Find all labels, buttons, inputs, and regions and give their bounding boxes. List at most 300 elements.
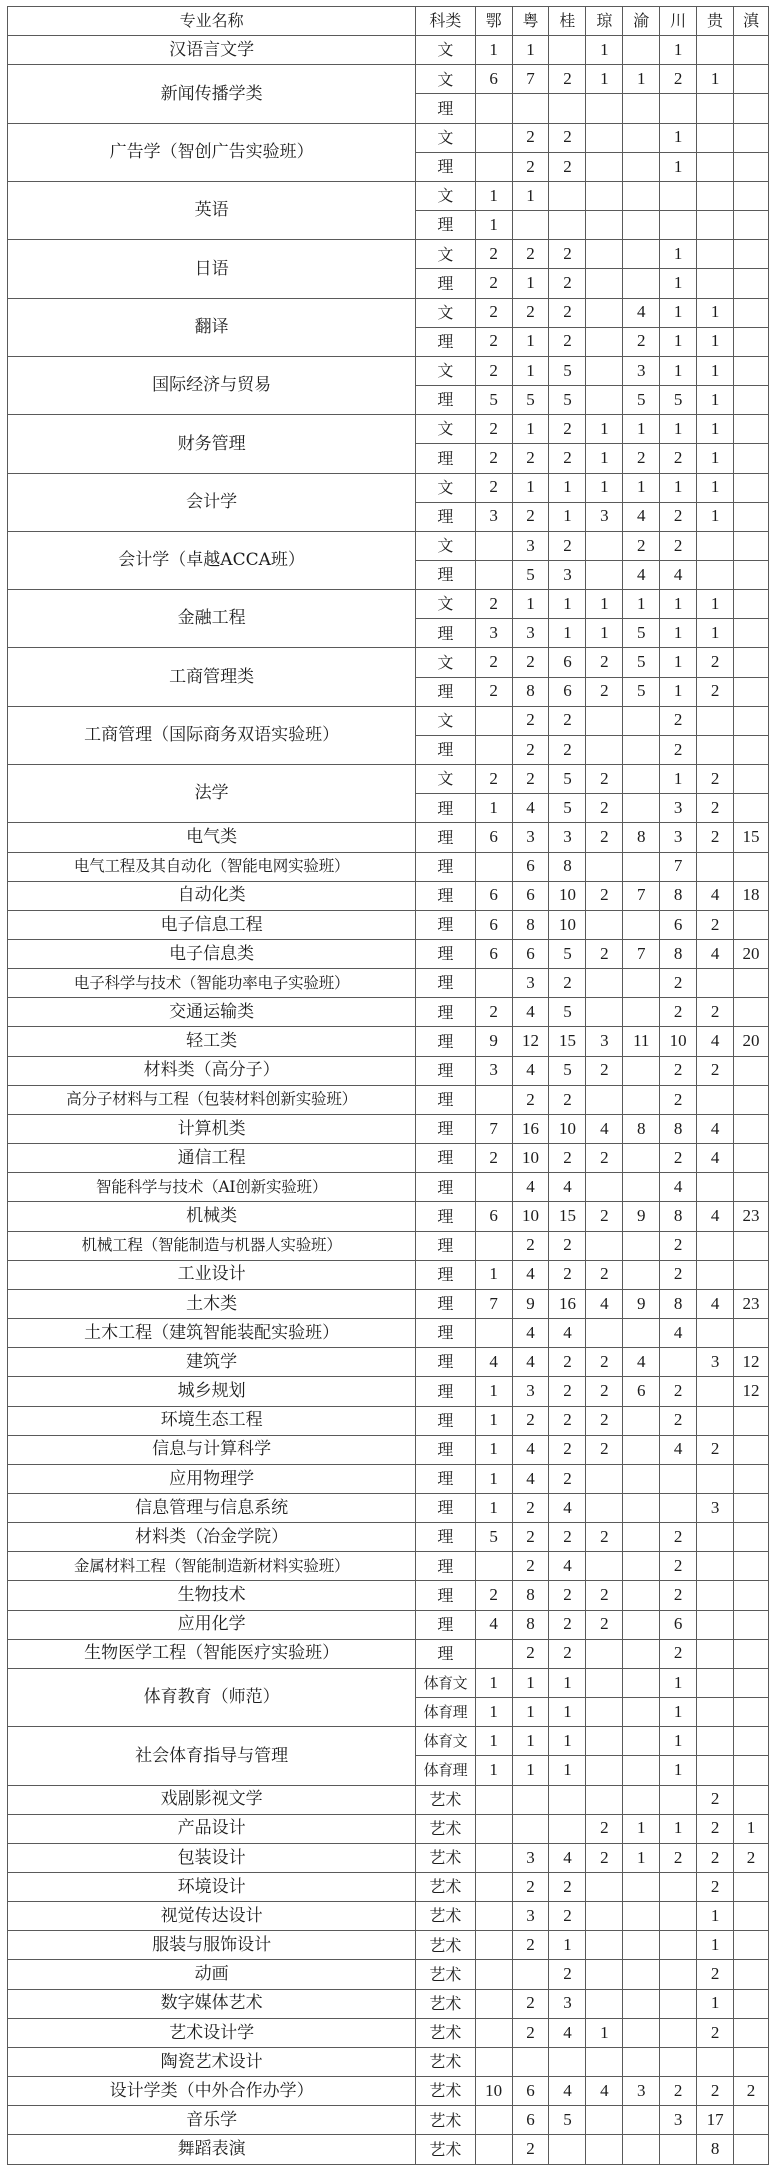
quota-cell: 1 — [586, 590, 623, 619]
table-row — [8, 1406, 769, 1435]
quota-cell: 1 — [475, 181, 512, 210]
quota-cell — [586, 356, 623, 385]
quota-cell — [586, 1785, 623, 1814]
quota-cell: 6 — [512, 852, 549, 881]
quota-cell — [586, 969, 623, 998]
quota-cell: 5 — [549, 356, 586, 385]
quota-cell: 7 — [660, 852, 697, 881]
quota-cell — [586, 1873, 623, 1902]
quota-cell: 2 — [512, 1989, 549, 2018]
quota-cell — [475, 1873, 512, 1902]
major-name: 智能科学与技术（AI创新实验班） — [8, 1173, 416, 1202]
quota-cell: 1 — [512, 327, 549, 356]
quota-cell — [475, 1843, 512, 1872]
quota-cell: 2 — [697, 823, 734, 852]
quota-cell: 9 — [623, 1202, 660, 1231]
major-name: 音乐学 — [8, 2106, 416, 2135]
quota-cell: 1 — [697, 502, 734, 531]
quota-cell — [586, 2047, 623, 2076]
quota-cell — [586, 706, 623, 735]
quota-cell: 2 — [697, 765, 734, 794]
quota-cell: 2 — [586, 1581, 623, 1610]
quota-cell: 18 — [734, 881, 769, 910]
quota-cell: 4 — [512, 1435, 549, 1464]
quota-cell: 2 — [475, 765, 512, 794]
quota-cell: 4 — [660, 560, 697, 589]
quota-cell: 1 — [512, 269, 549, 298]
quota-cell: 5 — [549, 940, 586, 969]
quota-cell: 6 — [512, 2077, 549, 2106]
quota-cell: 2 — [660, 1231, 697, 1260]
quota-cell — [734, 123, 769, 152]
category-cell: 文 — [416, 648, 475, 677]
quota-cell: 3 — [475, 502, 512, 531]
quota-cell — [586, 1902, 623, 1931]
quota-cell — [475, 1989, 512, 2018]
quota-cell — [549, 94, 586, 123]
quota-cell — [475, 2047, 512, 2076]
quota-cell — [734, 1931, 769, 1960]
table-row — [8, 1085, 769, 1114]
category-cell: 文 — [416, 356, 475, 385]
quota-cell — [512, 94, 549, 123]
quota-cell: 7 — [475, 1114, 512, 1143]
enrollment-plan-table — [7, 6, 769, 2165]
quota-cell: 2 — [586, 1144, 623, 1173]
quota-cell: 2 — [549, 706, 586, 735]
quota-cell: 5 — [549, 794, 586, 823]
quota-cell: 3 — [586, 502, 623, 531]
major-name: 材料类（高分子） — [8, 1056, 416, 1085]
quota-cell — [697, 123, 734, 152]
quota-cell — [475, 1902, 512, 1931]
category-cell: 理 — [416, 1144, 475, 1173]
quota-cell — [697, 211, 734, 240]
quota-cell: 23 — [734, 1202, 769, 1231]
quota-cell — [660, 1960, 697, 1989]
quota-cell — [734, 1902, 769, 1931]
quota-cell: 2 — [512, 765, 549, 794]
category-cell: 艺术 — [416, 1931, 475, 1960]
quota-cell — [475, 852, 512, 881]
quota-cell: 2 — [697, 910, 734, 939]
quota-cell — [623, 36, 660, 65]
quota-cell — [697, 36, 734, 65]
table-row — [8, 910, 769, 939]
quota-cell: 1 — [586, 444, 623, 473]
quota-cell: 4 — [549, 1843, 586, 1872]
major-name: 城乡规划 — [8, 1377, 416, 1406]
quota-cell — [623, 1144, 660, 1173]
category-cell: 理 — [416, 1523, 475, 1552]
quota-cell: 6 — [475, 65, 512, 94]
major-name: 电子信息工程 — [8, 910, 416, 939]
quota-cell: 8 — [549, 852, 586, 881]
quota-cell: 2 — [512, 1231, 549, 1260]
table-row — [8, 823, 769, 852]
major-name: 轻工类 — [8, 1027, 416, 1056]
quota-cell — [586, 298, 623, 327]
quota-cell: 2 — [623, 531, 660, 560]
quota-cell: 1 — [586, 619, 623, 648]
quota-cell: 5 — [623, 386, 660, 415]
table-row — [8, 1902, 769, 1931]
table-row — [8, 1843, 769, 1872]
quota-cell: 2 — [697, 2077, 734, 2106]
quota-cell: 1 — [475, 1435, 512, 1464]
quota-cell: 5 — [549, 765, 586, 794]
quota-cell: 8 — [697, 2135, 734, 2165]
quota-cell — [586, 735, 623, 764]
quota-cell: 1 — [475, 211, 512, 240]
quota-cell: 3 — [697, 1348, 734, 1377]
quota-cell — [697, 1756, 734, 1785]
quota-cell: 1 — [660, 36, 697, 65]
quota-cell: 5 — [549, 1056, 586, 1085]
quota-cell: 1 — [697, 1931, 734, 1960]
quota-cell — [734, 1552, 769, 1581]
table-row — [8, 1610, 769, 1639]
category-cell: 文 — [416, 298, 475, 327]
quota-cell — [475, 1639, 512, 1668]
table-row — [8, 65, 769, 94]
quota-cell: 4 — [586, 2077, 623, 2106]
quota-cell — [623, 240, 660, 269]
quota-cell — [697, 1581, 734, 1610]
category-cell: 理 — [416, 152, 475, 181]
quota-cell — [734, 1173, 769, 1202]
quota-cell: 2 — [512, 1873, 549, 1902]
quota-cell — [586, 240, 623, 269]
quota-cell — [475, 1931, 512, 1960]
quota-cell: 4 — [512, 1464, 549, 1493]
quota-cell: 2 — [586, 1056, 623, 1085]
major-name: 陶瓷艺术设计 — [8, 2047, 416, 2076]
quota-cell — [475, 706, 512, 735]
table-row — [8, 1552, 769, 1581]
quota-cell: 2 — [549, 1581, 586, 1610]
quota-cell: 1 — [660, 1698, 697, 1727]
quota-cell — [475, 1085, 512, 1114]
quota-cell — [697, 1085, 734, 1114]
quota-cell — [586, 123, 623, 152]
quota-cell: 10 — [660, 1027, 697, 1056]
category-cell: 理 — [416, 1406, 475, 1435]
quota-cell: 2 — [512, 240, 549, 269]
category-cell: 艺术 — [416, 2047, 475, 2076]
quota-cell — [734, 1406, 769, 1435]
quota-cell: 3 — [512, 969, 549, 998]
quota-cell: 7 — [512, 65, 549, 94]
table-row — [8, 473, 769, 502]
quota-cell: 8 — [512, 1581, 549, 1610]
quota-cell: 5 — [475, 1523, 512, 1552]
major-name: 通信工程 — [8, 1144, 416, 1173]
quota-cell — [734, 1260, 769, 1289]
quota-cell — [734, 1960, 769, 1989]
major-name: 会计学（卓越ACCA班） — [8, 531, 416, 589]
major-name: 会计学 — [8, 473, 416, 531]
quota-cell: 4 — [512, 1173, 549, 1202]
quota-cell: 4 — [660, 1319, 697, 1348]
category-cell: 理 — [416, 94, 475, 123]
quota-cell — [623, 1960, 660, 1989]
quota-cell — [586, 1464, 623, 1493]
table-row — [8, 1348, 769, 1377]
quota-cell — [734, 502, 769, 531]
category-cell: 理 — [416, 1493, 475, 1522]
quota-cell: 1 — [549, 502, 586, 531]
quota-cell — [586, 327, 623, 356]
quota-cell — [734, 1989, 769, 2018]
quota-cell — [586, 1085, 623, 1114]
quota-cell: 16 — [512, 1114, 549, 1143]
quota-cell: 1 — [512, 590, 549, 619]
quota-cell — [623, 852, 660, 881]
quota-cell — [475, 1552, 512, 1581]
table-row — [8, 590, 769, 619]
quota-cell — [734, 240, 769, 269]
quota-cell: 2 — [549, 1639, 586, 1668]
quota-cell: 8 — [623, 1114, 660, 1143]
table-row — [8, 1581, 769, 1610]
quota-cell — [734, 998, 769, 1027]
quota-cell — [623, 1581, 660, 1610]
quota-cell — [660, 1931, 697, 1960]
quota-cell: 5 — [549, 386, 586, 415]
category-cell: 理 — [416, 1202, 475, 1231]
quota-cell — [623, 1435, 660, 1464]
quota-cell: 1 — [475, 1260, 512, 1289]
quota-cell — [475, 1814, 512, 1843]
header-province: 琼 — [586, 7, 623, 36]
quota-cell: 2 — [660, 1523, 697, 1552]
table-row — [8, 298, 769, 327]
quota-cell: 1 — [660, 123, 697, 152]
quota-cell: 1 — [697, 415, 734, 444]
quota-cell — [623, 969, 660, 998]
quota-cell — [549, 2047, 586, 2076]
table-body — [8, 7, 769, 2165]
table-row — [8, 765, 769, 794]
table-row — [8, 1173, 769, 1202]
major-name: 机械工程（智能制造与机器人实验班） — [8, 1231, 416, 1260]
quota-cell: 6 — [475, 823, 512, 852]
quota-cell — [734, 619, 769, 648]
quota-cell: 6 — [623, 1377, 660, 1406]
quota-cell: 1 — [512, 36, 549, 65]
category-cell: 理 — [416, 444, 475, 473]
quota-cell — [660, 1785, 697, 1814]
quota-cell: 1 — [512, 415, 549, 444]
quota-cell: 4 — [623, 502, 660, 531]
major-name: 计算机类 — [8, 1114, 416, 1143]
quota-cell: 2 — [475, 1581, 512, 1610]
quota-cell — [734, 1756, 769, 1785]
quota-cell: 2 — [660, 1144, 697, 1173]
quota-cell: 1 — [697, 1989, 734, 2018]
quota-cell — [660, 1873, 697, 1902]
quota-cell: 2 — [475, 240, 512, 269]
quota-cell — [734, 1873, 769, 1902]
quota-cell: 4 — [549, 2077, 586, 2106]
quota-cell: 2 — [660, 998, 697, 1027]
major-name: 英语 — [8, 181, 416, 239]
quota-cell — [734, 1523, 769, 1552]
quota-cell: 2 — [697, 648, 734, 677]
major-name: 土木类 — [8, 1289, 416, 1318]
table-row — [8, 531, 769, 560]
table-row — [8, 998, 769, 1027]
quota-cell: 7 — [623, 881, 660, 910]
quota-cell: 4 — [475, 1348, 512, 1377]
quota-cell — [623, 2135, 660, 2165]
quota-cell — [660, 181, 697, 210]
quota-cell: 2 — [512, 1552, 549, 1581]
quota-cell — [660, 1989, 697, 2018]
quota-cell: 2 — [623, 444, 660, 473]
quota-cell — [586, 531, 623, 560]
quota-cell: 1 — [697, 590, 734, 619]
category-cell: 理 — [416, 1085, 475, 1114]
category-cell: 体育文 — [416, 1668, 475, 1697]
category-cell: 艺术 — [416, 1785, 475, 1814]
quota-cell — [697, 531, 734, 560]
quota-cell — [734, 2135, 769, 2165]
quota-cell: 8 — [660, 1202, 697, 1231]
table-row — [8, 1814, 769, 1843]
quota-cell — [623, 706, 660, 735]
quota-cell — [734, 1114, 769, 1143]
quota-cell: 2 — [549, 240, 586, 269]
quota-cell: 1 — [660, 269, 697, 298]
major-name: 翻译 — [8, 298, 416, 356]
major-name: 自动化类 — [8, 881, 416, 910]
major-name: 环境设计 — [8, 1873, 416, 1902]
quota-cell: 2 — [660, 502, 697, 531]
quota-cell: 4 — [586, 1289, 623, 1318]
quota-cell: 4 — [512, 1348, 549, 1377]
quota-cell: 2 — [475, 648, 512, 677]
quota-cell: 1 — [734, 1814, 769, 1843]
major-name: 戏剧影视文学 — [8, 1785, 416, 1814]
quota-cell — [512, 1785, 549, 1814]
major-name: 艺术设计学 — [8, 2018, 416, 2047]
quota-cell: 2 — [586, 677, 623, 706]
quota-cell: 1 — [475, 1377, 512, 1406]
table-row — [8, 1668, 769, 1697]
major-name: 数字媒体艺术 — [8, 1989, 416, 2018]
major-name: 广告学（智创广告实验班） — [8, 123, 416, 181]
table-row — [8, 240, 769, 269]
quota-cell: 1 — [549, 1698, 586, 1727]
quota-cell: 15 — [734, 823, 769, 852]
quota-cell: 2 — [660, 1056, 697, 1085]
quota-cell: 1 — [697, 1902, 734, 1931]
quota-cell: 2 — [660, 1552, 697, 1581]
quota-cell: 1 — [623, 1843, 660, 1872]
quota-cell: 5 — [549, 998, 586, 1027]
quota-cell: 10 — [549, 1114, 586, 1143]
table-row — [8, 1144, 769, 1173]
quota-cell: 2 — [549, 1902, 586, 1931]
quota-cell: 1 — [623, 590, 660, 619]
quota-cell: 2 — [512, 152, 549, 181]
quota-cell: 1 — [586, 36, 623, 65]
quota-cell — [586, 1493, 623, 1522]
category-cell: 理 — [416, 852, 475, 881]
quota-cell: 11 — [623, 1027, 660, 1056]
quota-cell: 1 — [549, 473, 586, 502]
quota-cell — [734, 1464, 769, 1493]
quota-cell: 2 — [512, 444, 549, 473]
quota-cell — [623, 1319, 660, 1348]
quota-cell — [734, 386, 769, 415]
major-name: 日语 — [8, 240, 416, 298]
quota-cell — [586, 1727, 623, 1756]
category-cell: 理 — [416, 1260, 475, 1289]
quota-cell: 4 — [549, 1493, 586, 1522]
quota-cell: 3 — [660, 2106, 697, 2135]
category-cell: 文 — [416, 65, 475, 94]
quota-cell: 3 — [549, 823, 586, 852]
table-row — [8, 36, 769, 65]
category-cell: 理 — [416, 1435, 475, 1464]
major-name: 电气类 — [8, 823, 416, 852]
quota-cell: 2 — [549, 444, 586, 473]
quota-cell: 2 — [549, 327, 586, 356]
table-row — [8, 2077, 769, 2106]
quota-cell: 1 — [475, 1406, 512, 1435]
table-row — [8, 1873, 769, 1902]
quota-cell: 8 — [512, 1610, 549, 1639]
quota-cell: 1 — [512, 1668, 549, 1697]
quota-cell: 2 — [734, 2077, 769, 2106]
quota-cell: 2 — [475, 1144, 512, 1173]
quota-cell: 2 — [549, 415, 586, 444]
major-name: 金融工程 — [8, 590, 416, 648]
quota-cell — [623, 1931, 660, 1960]
quota-cell: 2 — [660, 1843, 697, 1872]
quota-cell: 1 — [660, 356, 697, 385]
quota-cell — [475, 123, 512, 152]
quota-cell: 2 — [549, 1435, 586, 1464]
quota-cell — [697, 969, 734, 998]
major-name: 电子科学与技术（智能功率电子实验班） — [8, 969, 416, 998]
quota-cell: 1 — [623, 473, 660, 502]
quota-cell — [623, 2106, 660, 2135]
quota-cell — [549, 36, 586, 65]
quota-cell — [697, 852, 734, 881]
table-row — [8, 123, 769, 152]
major-name: 金属材料工程（智能制造新材料实验班） — [8, 1552, 416, 1581]
quota-cell — [623, 1552, 660, 1581]
quota-cell — [623, 1260, 660, 1289]
quota-cell: 2 — [697, 1873, 734, 1902]
quota-cell — [623, 1785, 660, 1814]
major-name: 服装与服饰设计 — [8, 1931, 416, 1960]
category-cell: 文 — [416, 181, 475, 210]
quota-cell: 2 — [549, 1348, 586, 1377]
quota-cell — [475, 1960, 512, 1989]
quota-cell: 2 — [549, 1231, 586, 1260]
quota-cell — [734, 94, 769, 123]
quota-cell: 2 — [697, 1785, 734, 1814]
quota-cell — [586, 152, 623, 181]
quota-cell: 4 — [475, 1610, 512, 1639]
quota-cell — [660, 211, 697, 240]
quota-cell: 4 — [549, 1173, 586, 1202]
